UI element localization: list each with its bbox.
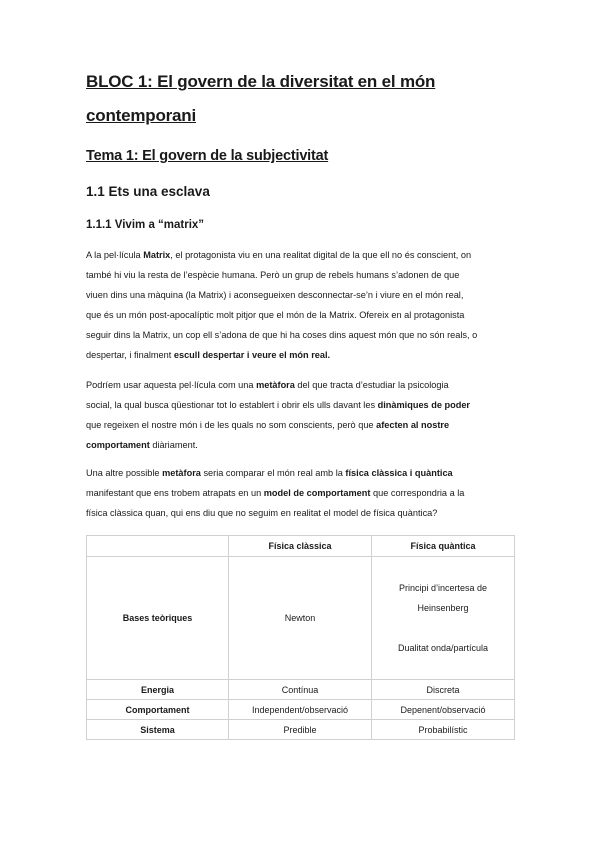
cell-quantum: Probabilístic — [372, 720, 515, 740]
cell-classic: Newton — [229, 557, 372, 680]
paragraph-1: A la pel·lícula Matrix, el protagonista viu en una realitat digital de la que ell no és conscient, on també hi viu la resta de l’espècie humana. Però un grup de rebels humans s’adonen de que viuen dins una màquina (la Matrix) i aconsegueixen desconnectar-se’n i viure en el món real, que és un món post-apocalíptic molt pitjor que el món de la Matrix. Ofereix en al protagonista seguir dins la Matrix, un cop ell s’adona de que hi ha coses dins aquest món que no són reals, o despertar, i finalment escull despertar i veure el món real. — [86, 250, 478, 360]
table-row — [87, 680, 515, 700]
cell-quantum: Discreta — [372, 680, 515, 700]
paragraph-2: Podríem usar aquesta pel·lícula com una metàfora del que tracta d’estudiar la psicologia social, la qual busca qüestionar tot lo establert i obrir els ulls davant les dinàmiques de poder que regeixen el nostre món i de les quals no som conscients, però que afecten al nostre comportament diàriament. — [86, 380, 471, 450]
table-row — [87, 700, 515, 720]
row-label: Comportament — [87, 700, 229, 720]
row-label: Energia — [87, 680, 229, 700]
bloc-title-line-1: BLOC 1: El govern de la diversitat en el món — [86, 72, 436, 91]
header-classic: Física clàssica — [229, 536, 372, 557]
cell-classic: Independent/observació — [229, 700, 372, 720]
cell-quantum: Principi d’incertesa de Heinsenberg Dualitat onda/partícula — [372, 557, 515, 680]
cell-classic: Predible — [229, 720, 372, 740]
row-label: Bases teòriques — [87, 557, 229, 680]
subsection-heading: 1.1.1 Vivim a “matrix” — [86, 219, 205, 231]
row-label: Sistema — [87, 720, 229, 740]
header-quantum: Física quàntica — [372, 536, 515, 557]
cell-classic: Contínua — [229, 680, 372, 700]
table-header-row — [87, 536, 515, 557]
table-row — [87, 557, 515, 680]
table-row — [87, 720, 515, 740]
bloc-title-line-2: contemporani — [86, 106, 197, 125]
topic-heading: Tema 1: El govern de la subjectivitat — [86, 148, 329, 164]
physics-comparison-table — [86, 535, 515, 740]
cell-quantum: Depenent/observació — [372, 700, 515, 720]
section-heading: 1.1 Ets una esclava — [86, 184, 210, 199]
table-corner-cell — [87, 536, 229, 557]
paragraph-3: Una altre possible metàfora seria comparar el món real amb la física clàssica i quàntica manifestant que ens trobem atrapats en un model de comportament que correspondria a la física clàssica quan, qui ens diu que no seguim en realitat el model de física quàntica? — [86, 468, 465, 518]
